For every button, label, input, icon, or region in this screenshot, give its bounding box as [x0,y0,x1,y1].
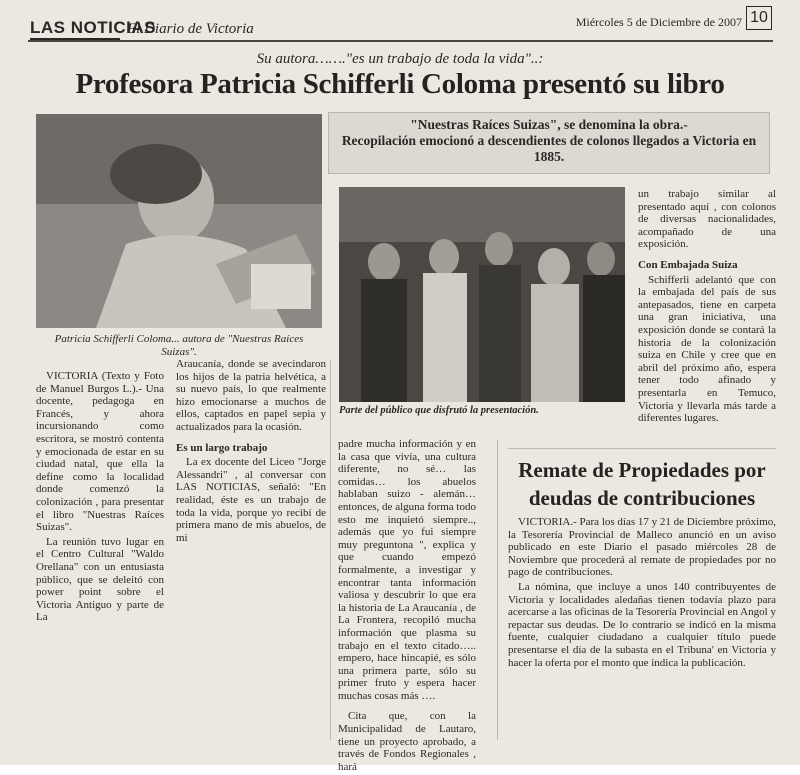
remate-body [508,516,776,671]
remate-headline: Remate de Propiedades por deudas de contribuciones [518,458,766,510]
article-subhead-title: "Nuestras Raíces Suizas", se denomina la obra.- [410,117,688,132]
article-column-4 [638,188,776,427]
paragraph: Araucanía, donde se avecindaron los hijos de la patria helvética, a su nuevo país, lo que realmente hizo emocionarse a muchos de ellos, captados en papel sepia y actualizados para la ocasión. [176,358,326,433]
paragraph: padre mucha información y en la casa que vivía, una cultura diferente, no sé… las comidas… los abuelos hablaban suizo - alemán… entonces, de alguna forma todo esto me inquietó siempre.., además que yo fui siempre muy preguntona ", explica y que cuando empezó formalmente, a investigar y encontrar tanta información valiosa y descubrir lo que era la historia de La Araucanía , de La Frontera, recopiló mucha información que plasma su trabajo en el texto citado….. empero, hace hincapié, es sólo una primera parte, sólo su primer fruto y espera hacer muchas cosas más …. [338,438,476,702]
article-kicker: Su autora……."es un trabajo de toda la vida"..: [256,51,544,67]
paragraph: La reunión tuvo lugar en el Centro Cultural "Waldo Orellana" con un entusiasta público, que se deleitó con power point sobre el Victoria Antiguo y parte de La [36,535,164,624]
article-column-3 [338,438,476,775]
issue-date: Miércoles 5 de Diciembre de 2007 [575,15,742,29]
article-subhead-text: Recopilación emocionó a descendientes de colonos llegados a Victoria en 1885. [341,133,757,164]
paragraph: La ex docente del Liceo "Jorge Alessandri" , al conversar con LAS NOTICIAS, señaló: "En realidad, éste es un trabajo de toda la vida, porque yo recibí de primera mano de mis abuelos, de mi [176,456,326,544]
audience-photo-caption: Parte del público que disfrutó la presentación. [339,405,539,416]
masthead-logo: LAS NOTICIAS [30,18,156,37]
section-subheading: Con Embajada Suiza [638,258,738,271]
article-subhead-box [328,112,770,174]
article-headline: Profesora Patricia Schifferli Coloma presentó su libro [75,68,725,100]
author-photo [36,114,322,328]
article-column-2 [176,358,326,546]
paragraph: Cita que, con la Municipalidad de Lautaro, tiene un proyecto aprobado, a través de Fondos Regionales , hará [338,710,476,773]
audience-photo [339,187,625,402]
article-column-1 [36,370,164,626]
paragraph: un trabajo similar al presentado aquí , con colonos de diversas nacionalidades, acompañado de una exposición. [638,188,776,251]
section-subheading: Es un largo trabajo [176,441,268,454]
masthead-rule [28,40,773,42]
author-photo-caption: Patricia Schifferli Coloma... autora de "Nuestras Raíces Suizas". [54,333,304,358]
page-number: 10 [746,6,772,30]
audience-photo-image [339,187,625,402]
section-divider [508,448,776,449]
paragraph: Schifferli adelantó que con la embajada del país de sus antepasados, tiene en carpeta una gran iniciativa, una exposición donde se contará la historia de la colonización suiza en Chile y cree que en abril del próximo año, espera tener todo afinado y presentarla en Temuco, Victoria y llevarla más tarde a diferentes lugares. [638,273,776,425]
paragraph: VICTORIA.- Para los días 17 y 21 de Diciembre próximo, la Tesorería Provincial de Malleco anunció en un aviso publicado en este Diario el pasado miércoles 28 de Noviembre que procederá al remate de propiedades por no pago de contribuciones. [508,516,776,579]
masthead-subtitle: El Diario de Victoria [127,21,254,37]
column-divider [497,440,498,740]
paragraph: La nómina, que incluye a unos 140 contribuyentes de Victoria y localidades aledañas tienen todavía plazo para acercarse a las oficinas de la Tesorería Provincial en Angol y repactar sus deudas. De lo contrario se indicó en la misma fuente, cualquier ciudadano a cualquier título puede presentarse el día de la subasta en el Tribuna' en Victoria y hacer la oferta por el monto que indica la publicación. [508,580,776,669]
paragraph: VICTORIA (Texto y Foto de Manuel Burgos L.).- Una docente, pedagoga en Francés, y ahora incursionando como escritora, se mostró contenta y emocionada de estar en su ciudad natal, que ella la define como la localidad donde comenzó la colonización , para presentar el libro "Nuestras Raíces Suizas". [36,370,164,534]
column-divider [330,360,331,740]
author-photo-image [36,114,322,328]
